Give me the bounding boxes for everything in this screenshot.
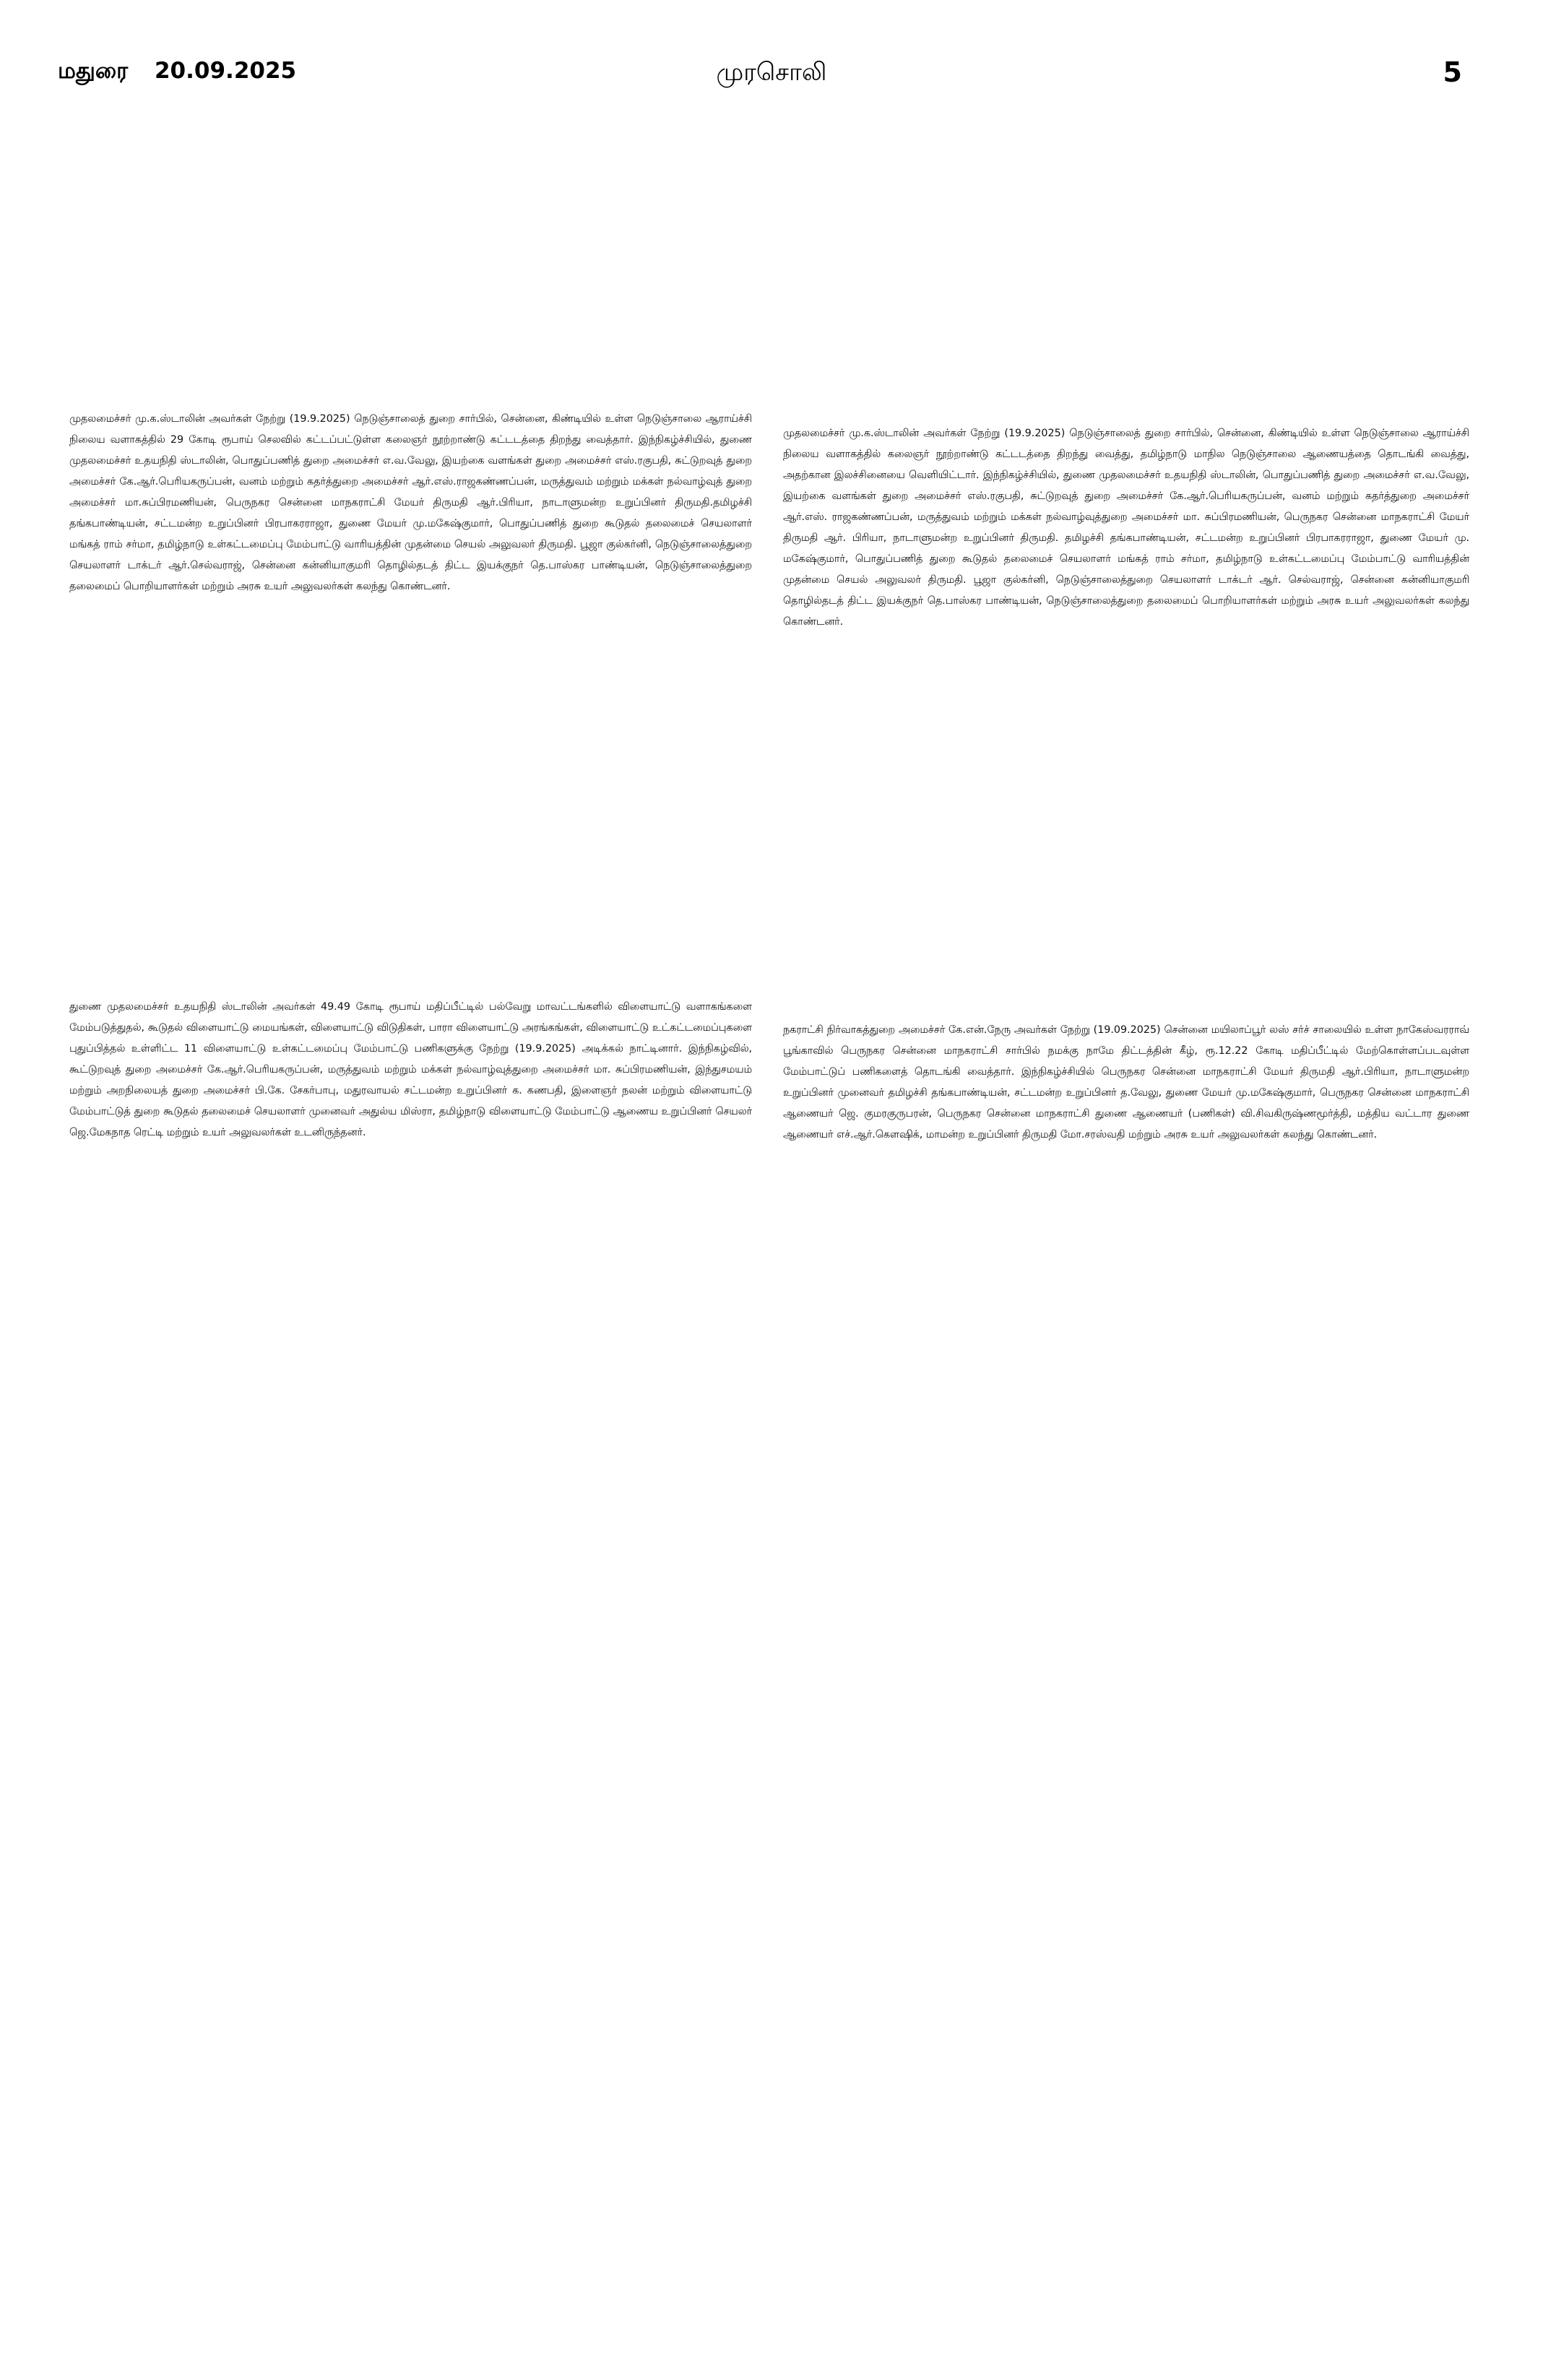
edition-date: 20.09.2025 (154, 58, 297, 84)
photo-caption-middle-left: துணை முதலமைச்சர் உதயநிதி ஸ்டாலின் அவர்கள் 49.49 கோடி ரூபாய் மதிப்பீட்டில் பல்வேறு மாவட்டங்களில் விளையாட்டு வளாகங்களை மேம்படுத்துதல், கூடுதல் விளையாட்டு மையங்கள், விளையாட்டு விடுதிகள், பாரா விளையாட்டு அரங்கங்கள், விளையாட்டு உட்கட்டமைப்புகளை புதுப்பித்தல் உள்ளிட்ட 11 விளையாட்டு உள்கட்டமைப்பு மேம்பாட்டு பணிகளுக்கு நேற்று (19.9.2025) அடிக்கல் நாட்டினார். இந்நிகழ்வில், கூட்டுறவுத் துறை அமைச்சர் கே.ஆர்.பெரியகருப்பன், மருத்துவம் மற்றும் மக்கள் நல்வாழ்வுத்துறை அமைச்சர் மா. சுப்பிரமணியன், இந்துசமயம் மற்றும் அறநிலையத் துறை அமைச்சர் பி.கே. சேகர்பாபு, மதுரவாயல் சட்டமன்ற உறுப்பினர் க. கணபதி, இளைஞர் நலன் மற்றும் விளையாட்டு மேம்பாட்டுத் துறை கூடுதல் தலைமைச் செயலாளர் முனைவர் அதுல்ய மிஸ்ரா, தமிழ்நாடு விளையாட்டு மேம்பாட்டு ஆணைய உறுப்பினர் செயலர் ஜெ.மேகநாத ரெட்டி மற்றும் உயர் அலுவலர்கள் உடனிருந்தனர். (69, 1001, 752, 1138)
photo-caption-top-right: முதலமைச்சர் மு.க.ஸ்டாலின் அவர்கள் நேற்று (19.9.2025) நெடுஞ்சாலைத் துறை சார்பில், சென்னை, கிண்டியில் உள்ள நெடுஞ்சாலை ஆராய்ச்சி நிலைய வளாகத்தில் கலைஞர் நூற்றாண்டு கட்டடத்தை திறந்து வைத்து, தமிழ்நாடு மாநில நெடுஞ்சாலை ஆணையத்தை தொடங்கி வைத்து, அதற்கான இலச்சினையை வெளியிட்டார். இந்நிகழ்ச்சியில், துணை முதலமைச்சர் உதயநிதி ஸ்டாலின், பொதுப்பணித் துறை அமைச்சர் எ.வ.வேலு, இயற்கை வளங்கள் துறை அமைச்சர் எஸ்.ரகுபதி, சுட்டுறவுத் துறை அமைச்சர் கே.ஆர்.பெரியகருப்பன், வனம் மற்றும் கதர்த்துறை அமைச்சர் ஆர்.எஸ். ராஜகண்ணப்பன், மருத்துவம் மற்றும் மக்கள் நல்வாழ்வுத்துறை அமைச்சர் மா. சுப்பிரமணியன், பெருநகர சென்னை மாநகராட்சி மேயர் திருமதி ஆர். பிரியா, நாடாளுமன்ற உறுப்பினர் திருமதி. தமிழச்சி தங்கபாண்டியன், சட்டமன்ற உறுப்பினர் பிரபாகரராஜா, துணை மேயர் மு. மகேஷ்குமார், பொதுப்பணித் துறை கூடுதல் தலைமைச் செயலாளர் மங்கத் ராம் சர்மா, தமிழ்நாடு உள்கட்டமைப்பு மேம்பாட்டு வாரியத்தின் முதன்மை செயல் அலுவலர் திருமதி. பூஜா குல்கர்னி, நெடுஞ்சாலைத்துறை செயலாளர் டாக்டர் ஆர். செல்வராஜ், சென்னை கன்னியாகுமரி தொழில்தடத் திட்ட இயக்குநர் தெ.பாஸ்கர பாண்டியன், நெடுஞ்சாலைத்துறை தலைமைப் பொறியாளர்கள் மற்றும் அரசு உயர் அலுவலர்கள் கலந்து கொண்டனர். (783, 428, 1470, 628)
newspaper-name: முரசொலி (716, 58, 827, 87)
page-number: 5 (1443, 56, 1462, 88)
edition-place: மதுரை (58, 58, 129, 84)
photo-caption-top-left: முதலமைச்சர் மு.க.ஸ்டாலின் அவர்கள் நேற்று (19.9.2025) நெடுஞ்சாலைத் துறை சார்பில், சென்னை, கிண்டியில் உள்ள நெடுஞ்சாலை ஆராய்ச்சி நிலைய வளாகத்தில் 29 கோடி ரூபாய் செலவில் கட்டப்பட்டுள்ள கலைஞர் நூற்றாண்டு கட்டடத்தை திறந்து வைத்தார். இந்நிகழ்ச்சியில், துணை முதலமைச்சர் உதயநிதி ஸ்டாலின், பொதுப்பணித் துறை அமைச்சர் எ.வ.வேலு, இயற்கை வளங்கள் துறை அமைச்சர் எஸ்.ரகுபதி, சுட்டுறவுத் துறை அமைச்சர் கே.ஆர்.பெரியகருப்பன், வனம் மற்றும் கதர்த்துறை அமைச்சர் ஆர்.எஸ்.ராஜகண்ணப்பன், மருத்துவம் மற்றும் மக்கள் நல்வாழ்வுத் துறை அமைச்சர் மா.சுப்பிரமணியன், பெருநகர சென்னை மாநகராட்சி மேயர் திருமதி ஆர்.பிரியா, நாடாளுமன்ற உறுப்பினர் திருமதி.தமிழச்சி தங்கபாண்டியன், சட்டமன்ற உறுப்பினர் பிரபாகரராஜா, துணை மேயர் மு.மகேஷ்குமார், பொதுப்பணித் துறை கூடுதல் தலைமைச் செயலாளர் மங்கத் ராம் சர்மா, தமிழ்நாடு உள்கட்டமைப்பு மேம்பாட்டு வாரியத்தின் முதன்மை செயல் அலுவலர் திருமதி. பூஜா குல்கர்னி, நெடுஞ்சாலைத்துறை செயலாளர் டாக்டர் ஆர்.செல்வராஜ், சென்னை கன்னியாகுமரி தொழில்தடத் திட்ட இயக்குநர் தெ.பாஸ்கர பாண்டியன், நெடுஞ்சாலைத்துறை தலைமைப் பொறியாளர்கள் மற்றும் அரசு உயர் அலுவலர்கள் கலந்து கொண்டனர். (69, 413, 752, 592)
photo-caption-middle-right: நகராட்சி நிர்வாகத்துறை அமைச்சர் கே.என்.நேரு அவர்கள் நேற்று (19.09.2025) சென்னை மயிலாப்பூர் லஸ் சர்ச் சாலையில் உள்ள நாகேஸ்வரராவ் பூங்காவில் பெருநகர சென்னை மாநகராட்சி சார்பில் நமக்கு நாமே திட்டத்தின் கீழ், ரூ.12.22 கோடி மதிப்பீட்டில் மேற்கொள்ளப்படவுள்ள மேம்பாட்டுப் பணிகளைத் தொடங்கி வைத்தார். இந்நிகழ்ச்சியில் பெருநகர சென்னை மாநகராட்சி மேயர் திருமதி ஆர்.பிரியா, நாடாளுமன்ற உறுப்பினர் முனைவர் தமிழச்சி தங்கபாண்டியன், சட்டமன்ற உறுப்பினர் த.வேலு, துணை மேயர் மு.மகேஷ்குமார், பெருநகர சென்னை மாநகராட்சி ஆணையர் ஜெ. குமரகுருபரன், பெருநகர சென்னை மாநகராட்சி துணை ஆணையர் (பணிகள்) வி.சிவகிருஷ்ணமூர்த்தி, மத்திய வட்டார துணை ஆணையர் எச்.ஆர்.கௌஷிக், மாமன்ற உறுப்பினர் திருமதி மோ.சரஸ்வதி மற்றும் அரசு உயர் அலுவலர்கள் கலந்து கொண்டனர். (783, 1024, 1469, 1141)
